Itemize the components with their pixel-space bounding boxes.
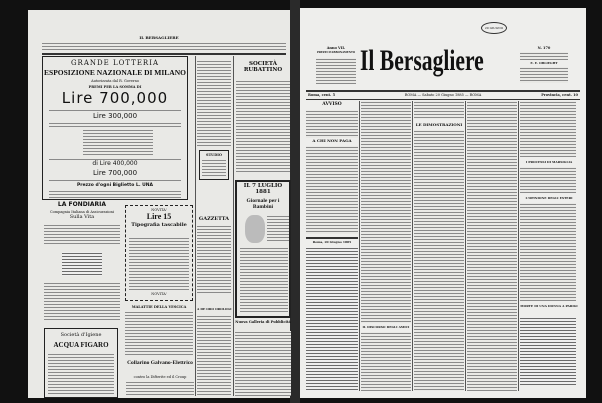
book-gutter <box>290 0 300 403</box>
running-head: IL BERSAGLIERE <box>139 35 179 40</box>
right-page <box>300 8 586 398</box>
collarino-line: contro la Difterite ed il Croup <box>133 375 187 379</box>
header-notice <box>42 42 286 52</box>
figaro-title: Società d'Igiene <box>60 332 102 338</box>
lottery-ad <box>42 56 188 200</box>
studio-title: STUDIO <box>206 153 222 157</box>
masthead: Il Bersagliere <box>360 44 484 77</box>
gazzetta-heading: GAZZETTA <box>198 216 230 222</box>
fondiaria-title: LA FONDIARIA <box>57 201 107 208</box>
heading-dimostrazioni: LE DIMOSTRAZIONI <box>415 122 463 127</box>
dateline-left: Roma, cent. 5 <box>308 93 336 97</box>
column-5 <box>520 101 578 391</box>
lottery-subtitle: ESPOSIZIONE NAZIONALE DI MILANO <box>44 68 186 77</box>
studio-ad <box>199 150 229 180</box>
tipografia-label: NOVITA' <box>151 208 167 212</box>
lottery-authorized: Autorizzata dal R. Governo <box>91 79 139 83</box>
giornale-bambini-ad <box>235 180 291 318</box>
heading-roma-date: Roma, 20 Giugno 1885 <box>312 240 352 244</box>
malattie-heading: MALATTIE DELLA VESCICA <box>131 305 187 309</box>
child-illustration <box>245 215 265 243</box>
rubattino-ad <box>235 58 291 178</box>
dateline-center: ROMA — Sabato 20 Giugno 1885 — ROMA <box>404 93 482 97</box>
tipografia-price: Lire 15 <box>146 212 172 221</box>
editor-box <box>520 46 568 86</box>
subscription-box <box>316 46 356 86</box>
heading-processi: I PROCESSI DI MARSIGLIA <box>525 160 573 164</box>
fondiaria-line: Sulla Vita <box>69 214 95 220</box>
heading-opinione: L'OPINIONE DEGLI ESTERI <box>525 196 573 200</box>
lottery-again: Lire 700,000 <box>92 169 138 177</box>
narrow-column <box>197 60 231 146</box>
heading-a-chi-non-paga: A CHI NON PAGA <box>312 138 352 143</box>
column-4 <box>467 101 517 391</box>
dateline-right: Provincia, cent. 10 <box>541 93 578 97</box>
lottery-first: Lire 300,000 <box>92 112 138 120</box>
editor-name: E. E. OBLIEGHT <box>530 61 558 65</box>
heading-avviso: AVVISO <box>322 102 342 107</box>
fondiaria-ad <box>42 202 122 328</box>
tipografia-name: Tipografia tascabile <box>131 222 187 228</box>
column-1 <box>306 101 358 391</box>
lottery-prize-label: PREMI PER LA SOMMA DI <box>88 85 142 89</box>
tipografia-footer: NOVITA' <box>151 292 167 296</box>
heading-discorso: IL DISCORSO DEGLI AMICI <box>362 325 410 329</box>
library-stamp: 20 GIUGNO <box>481 22 507 34</box>
acqua-figaro-ad <box>44 328 118 398</box>
fondiaria-subtitle: Compagnia Italiana di Assicurazioni <box>49 210 115 214</box>
luglio-date: IL 7 LUGLIO 1881 <box>243 183 283 196</box>
lottery-second: di Lire 400,000 <box>92 160 138 167</box>
column-2 <box>361 101 411 391</box>
issue-number: N. 170 <box>537 46 551 50</box>
lottery-price: Prezzo d'ogni Biglietto L. UNA <box>76 183 154 188</box>
left-page <box>28 10 290 398</box>
luglio-title: Giornale per i Bambini <box>246 198 280 211</box>
lottery-title: GRANDE LOTTERIA <box>70 59 160 67</box>
heading-morte: MORTE DI UNA DONNA A PARIGI <box>520 304 578 308</box>
oro-heading: A DE ORO OROLOGI <box>197 307 232 311</box>
column-3 <box>414 101 464 391</box>
rubattino-title: SOCIETÀ RUBATTINO <box>243 61 283 74</box>
prices-label: PREZZI D'ABBONAMENTO <box>316 51 356 54</box>
lottery-total: Lire 700,000 <box>61 89 169 107</box>
galleria-heading: Nuova Galleria di Pubblicità <box>235 320 291 324</box>
tipografia-ad <box>125 205 193 301</box>
collarino-title: Collarino Galvano-Elettrico <box>127 360 193 366</box>
figaro-name: ACQUA FIGARO <box>53 341 109 349</box>
year-label: Anno VII. <box>326 46 346 50</box>
collarino-ad <box>124 360 196 398</box>
